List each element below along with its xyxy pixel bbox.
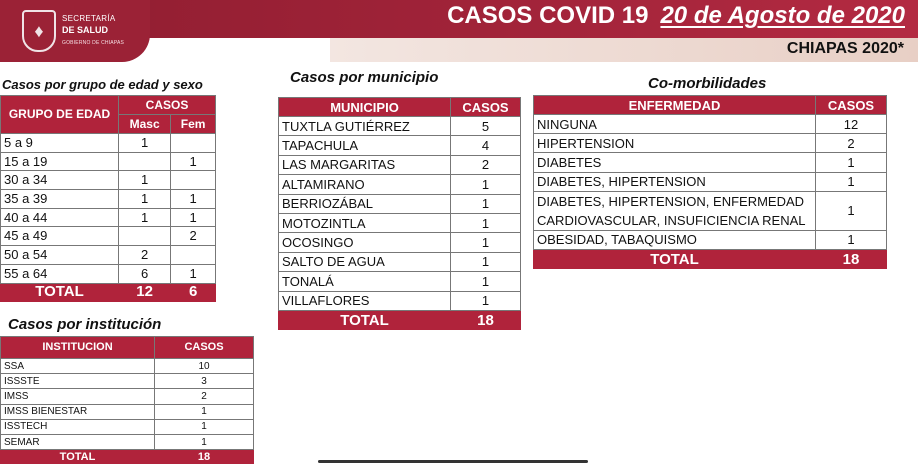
col-cases-header: CASOS [119,96,216,115]
municipio-name: VILLAFLORES [279,291,451,310]
municipio-cases: 1 [451,272,521,291]
comorbilidades-title: Co-morbilidades [648,75,767,92]
institucion-cases: 1 [155,419,254,434]
municipio-name: BERRIOZÁBAL [279,194,451,213]
disease-cases: 1 [816,172,887,191]
age-group: 15 a 19 [1,152,119,171]
municipio-name: TONALÁ [279,272,451,291]
table-row [1,227,216,246]
divider [318,460,588,463]
municipio-cases: 1 [451,291,521,310]
institucion-name: SSA [1,359,155,374]
total-label: TOTAL [1,450,155,464]
age-group: 40 a 44 [1,208,119,227]
age-sex-title: Casos por grupo de edad y sexo [2,77,203,92]
logo-line-1: SECRETARÍA [62,14,116,23]
disease-cases: 1 [816,230,887,249]
municipio-name: ALTAMIRANO [279,175,451,194]
col-fem-header: Fem [171,115,216,134]
table-row [534,134,887,153]
col-cases-header: CASOS [155,337,254,359]
table-row [279,155,521,174]
table-row [534,191,887,230]
institucion-name: SEMAR [1,434,155,449]
fem-count [171,246,216,265]
total-row [1,450,254,464]
table-row [1,374,254,389]
total-label: TOTAL [279,310,451,329]
masc-count: 1 [119,171,171,190]
total-label: TOTAL [1,283,119,302]
institucion-cases: 10 [155,359,254,374]
fem-count: 1 [171,264,216,283]
age-group: 55 a 64 [1,264,119,283]
table-row [1,264,216,283]
logo-line-3: GOBIERNO DE CHIAPAS [62,40,125,46]
logo-line-2: DE SALUD [62,25,109,35]
age-group: 5 a 9 [1,134,119,153]
masc-count: 6 [119,264,171,283]
table-row [279,291,521,310]
disease-name: HIPERTENSION [534,134,816,153]
table-row [279,213,521,232]
report-date: 20 de Agosto de 2020 [660,2,905,29]
table-row [279,136,521,155]
total-masc: 12 [119,283,171,302]
table-row [1,152,216,171]
table-row [1,359,254,374]
coat-of-arms-icon: ♦ [22,10,56,52]
table-row [279,233,521,252]
page-title [0,2,905,30]
municipio-name: TUXTLA GUTIÉRREZ [279,117,451,136]
age-group: 45 a 49 [1,227,119,246]
municipio-title: Casos por municipio [290,69,439,86]
col-cases-header: CASOS [816,96,887,115]
institucion-cases: 1 [155,404,254,419]
municipio-name: TAPACHULA [279,136,451,155]
fem-count: 1 [171,208,216,227]
masc-count: 1 [119,208,171,227]
masc-count: 1 [119,190,171,209]
fem-count [171,134,216,153]
institucion-name: IMSS [1,389,155,404]
table-header-row [279,98,521,117]
table-row [1,208,216,227]
table-row [1,389,254,404]
table-row [279,117,521,136]
institucion-name: ISSSTE [1,374,155,389]
table-row [1,246,216,265]
masc-count: 2 [119,246,171,265]
table-row [534,115,887,134]
municipio-name: MOTOZINTLA [279,213,451,232]
institucion-table [0,336,254,464]
fem-count: 1 [171,190,216,209]
municipio-name: SALTO DE AGUA [279,252,451,271]
disease-cases: 2 [816,134,887,153]
col-masc-header: Masc [119,115,171,134]
municipio-cases: 2 [451,155,521,174]
total-row [534,249,887,268]
municipio-cases: 5 [451,117,521,136]
col-enfermedad-header: ENFERMEDAD [534,96,816,115]
municipio-cases: 1 [451,213,521,232]
age-group: 35 a 39 [1,190,119,209]
disease-name [534,191,816,230]
col-institucion-header: INSTITUCION [1,337,155,359]
total-cases: 18 [451,310,521,329]
disease-name: NINGUNA [534,115,816,134]
table-row [1,171,216,190]
disease-name-line-1: DIABETES, HIPERTENSION, ENFERMEDAD [537,193,805,209]
table-row [534,230,887,249]
table-row [1,419,254,434]
age-group: 30 a 34 [1,171,119,190]
municipio-cases: 1 [451,175,521,194]
institucion-name: ISSTECH [1,419,155,434]
total-cases: 18 [155,450,254,464]
fem-count: 1 [171,152,216,171]
municipio-cases: 1 [451,252,521,271]
municipio-cases: 1 [451,194,521,213]
table-row [534,153,887,172]
table-header-row [534,96,887,115]
disease-cases: 1 [816,153,887,172]
masc-count [119,227,171,246]
col-cases-header: CASOS [451,98,521,117]
institucion-name: IMSS BIENESTAR [1,404,155,419]
total-row [279,310,521,329]
table-row [1,134,216,153]
table-row [1,404,254,419]
disease-name: DIABETES [534,153,816,172]
table-row [279,194,521,213]
disease-name-line-2: CARDIOVASCULAR, INSUFICIENCIA RENAL [537,212,806,228]
fem-count [171,171,216,190]
table-row [279,175,521,194]
municipio-name: OCOSINGO [279,233,451,252]
page-header [0,0,918,62]
municipio-cases: 1 [451,233,521,252]
institucion-cases: 2 [155,389,254,404]
total-row [1,283,216,302]
masc-count [119,152,171,171]
municipio-name: LAS MARGARITAS [279,155,451,174]
title-text: CASOS COVID 19 [447,2,649,29]
masc-count: 1 [119,134,171,153]
col-municipio-header: MUNICIPIO [279,98,451,117]
age-group: 50 a 54 [1,246,119,265]
municipio-table [278,97,521,330]
institucion-cases: 3 [155,374,254,389]
municipio-cases: 4 [451,136,521,155]
table-row [1,190,216,209]
total-cases: 18 [816,249,887,268]
table-row [279,272,521,291]
state-label: CHIAPAS 2020* [786,40,904,57]
age-sex-table [0,95,216,302]
disease-cases: 1 [816,191,887,230]
total-fem: 6 [171,283,216,302]
disease-cases: 12 [816,115,887,134]
table-row [534,172,887,191]
institucion-title: Casos por institución [8,316,162,333]
table-row [279,252,521,271]
total-label: TOTAL [534,249,816,268]
disease-name: OBESIDAD, TABAQUISMO [534,230,816,249]
disease-name: DIABETES, HIPERTENSION [534,172,816,191]
col-group-header: GRUPO DE EDAD [1,96,119,134]
institucion-cases: 1 [155,434,254,449]
table-row [1,434,254,449]
comorbilidades-table [533,95,887,269]
fem-count: 2 [171,227,216,246]
table-header-row [1,337,254,359]
table-header-row [1,96,216,115]
